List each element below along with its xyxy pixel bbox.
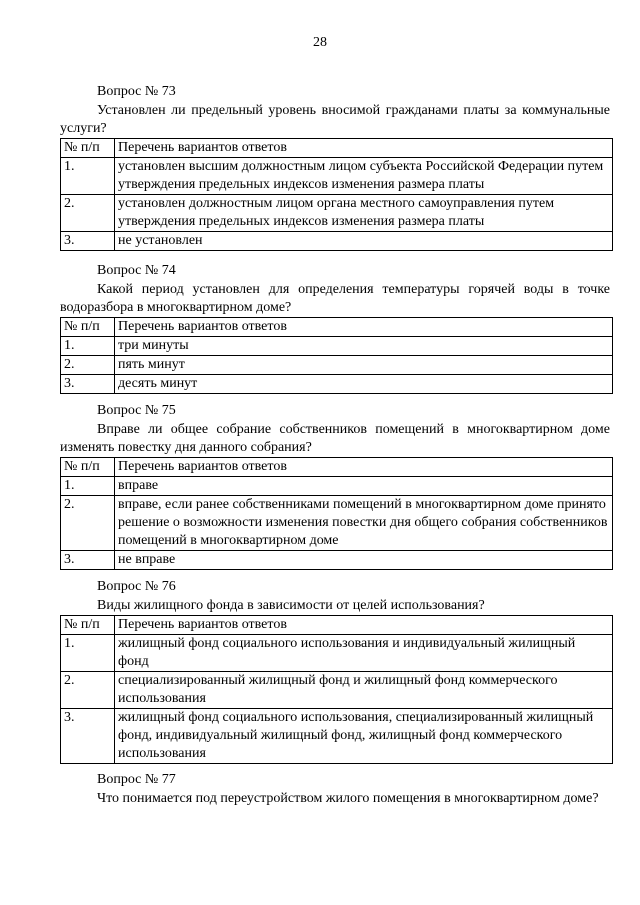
table-row: [61, 496, 613, 551]
answer-text: жилищный фонд социального использования, специализированный жилищный фонд, индивидуальный жилищный фонд, жилищный фонд коммерческого использования: [115, 709, 613, 764]
question-73: [60, 83, 610, 251]
header-text: Перечень вариантов ответов: [115, 139, 613, 158]
question-heading: Вопрос № 73: [97, 84, 176, 99]
header-text: Перечень вариантов ответов: [115, 616, 613, 635]
answer-number: 1.: [61, 635, 115, 672]
answers-table: [60, 457, 613, 570]
answers-table: [60, 615, 613, 764]
header-num: № п/п: [61, 458, 115, 477]
question-text: Вправе ли общее собрание собственников помещений в многоквартирном доме изменять повестку дня данного собрания?: [60, 422, 610, 455]
answer-text: не вправе: [115, 551, 613, 570]
question-text: Какой период установлен для определения температуры горячей воды в точке водоразбора в многоквартирном доме?: [60, 282, 610, 315]
table-row: [61, 232, 613, 251]
answer-number: 3.: [61, 709, 115, 764]
table-row: [61, 551, 613, 570]
answer-number: 3.: [61, 551, 115, 570]
answer-number: 2.: [61, 672, 115, 709]
table-row: [61, 709, 613, 764]
table-row: [61, 477, 613, 496]
answer-number: 1.: [61, 337, 115, 356]
header-num: № п/п: [61, 139, 115, 158]
answers-table: [60, 138, 613, 251]
question-74: [60, 262, 610, 394]
answer-text: десять минут: [115, 375, 613, 394]
question-heading: Вопрос № 77: [97, 772, 176, 787]
answer-text: специализированный жилищный фонд и жилищный фонд коммерческого использования: [115, 672, 613, 709]
table-row: [61, 672, 613, 709]
answer-number: 1.: [61, 477, 115, 496]
table-row: [61, 337, 613, 356]
page-number: 28: [313, 35, 327, 50]
question-text: Установлен ли предельный уровень вносимой гражданами платы за коммунальные услуги?: [60, 103, 610, 136]
answer-number: 1.: [61, 158, 115, 195]
table-row: [61, 375, 613, 394]
answer-text: жилищный фонд социального использования и индивидуальный жилищный фонд: [115, 635, 613, 672]
question-75: [60, 402, 610, 570]
question-77: [60, 771, 610, 808]
answer-text: установлен должностным лицом органа местного самоуправления путем утверждения предельных индексов изменения размера платы: [115, 195, 613, 232]
answer-text: три минуты: [115, 337, 613, 356]
answer-number: 3.: [61, 375, 115, 394]
table-header-row: [61, 616, 613, 635]
question-76: [60, 578, 610, 764]
table-row: [61, 356, 613, 375]
question-text: Виды жилищного фонда в зависимости от целей использования?: [97, 598, 485, 613]
question-heading: Вопрос № 74: [97, 263, 176, 278]
question-text: Что понимается под переустройством жилого помещения в многоквартирном доме?: [97, 791, 599, 806]
header-text: Перечень вариантов ответов: [115, 458, 613, 477]
table-header-row: [61, 458, 613, 477]
answer-text: не установлен: [115, 232, 613, 251]
answers-table: [60, 317, 613, 394]
table-header-row: [61, 139, 613, 158]
answer-number: 2.: [61, 195, 115, 232]
table-row: [61, 158, 613, 195]
answer-number: 3.: [61, 232, 115, 251]
table-row: [61, 195, 613, 232]
question-heading: Вопрос № 75: [97, 403, 176, 418]
answer-text: пять минут: [115, 356, 613, 375]
header-num: № п/п: [61, 318, 115, 337]
answer-number: 2.: [61, 356, 115, 375]
answer-text: вправе: [115, 477, 613, 496]
header-num: № п/п: [61, 616, 115, 635]
table-row: [61, 635, 613, 672]
answer-text: установлен высшим должностным лицом субъекта Российской Федерации путем утверждения предельных индексов изменения размера платы: [115, 158, 613, 195]
header-text: Перечень вариантов ответов: [115, 318, 613, 337]
answer-text: вправе, если ранее собственниками помещений в многоквартирном доме принято решение о возможности изменения повестки дня общего собрания собственников помещений в многоквартирном доме: [115, 496, 613, 551]
answer-number: 2.: [61, 496, 115, 551]
question-heading: Вопрос № 76: [97, 579, 176, 594]
table-header-row: [61, 318, 613, 337]
